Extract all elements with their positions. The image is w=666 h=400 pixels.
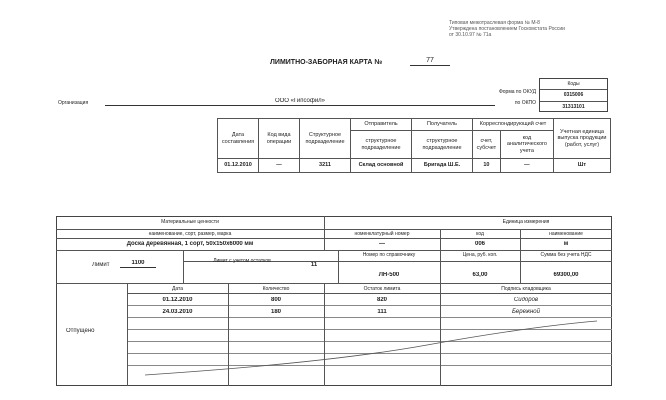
unit-name-value: м (563, 241, 569, 247)
sum-value: 69300,00 (553, 272, 579, 278)
row-date: 01.12.2010 (162, 297, 193, 303)
cell-code: — (500, 159, 553, 173)
th-unit: Учетная единица выпуска продукции (работ, услуг) (554, 119, 611, 159)
cell-op-code: — (259, 159, 300, 173)
th-corr-code: код аналитического учета (500, 131, 553, 159)
th-receiver: Получатель (412, 119, 473, 131)
th-corr-acc: счет, субсчет (473, 131, 501, 159)
cell-account: 10 (473, 159, 501, 173)
cell-sender: Склад основной (351, 159, 412, 173)
col-qty: Количество (262, 286, 290, 292)
okud-value: 0315006 (540, 90, 607, 102)
issued-label: Отпущено (66, 328, 95, 334)
sum-label: Сумма без учета НДС (540, 252, 592, 258)
org-label: Организация (58, 100, 89, 106)
okpo-value: 31313101 (562, 104, 585, 110)
strike-line (127, 315, 612, 381)
row-sign: Сидоров (513, 297, 539, 303)
th-corr: Корреспондирующий счет (473, 119, 554, 131)
document-number: 77 (410, 57, 450, 66)
okpo-label: по ОКПО (514, 100, 536, 106)
form-note (449, 20, 624, 38)
row-sign: Бережной (512, 309, 540, 315)
stock-value: 11 (310, 262, 318, 268)
col-date: Дата (171, 286, 184, 292)
cell-unit: Шт (554, 159, 611, 173)
price-label: Цена, руб. коп. (462, 252, 498, 258)
th-dept: Структурное подразделение (300, 119, 351, 159)
row-rest: 820 (376, 297, 387, 303)
th-date: Дата составления (218, 119, 259, 159)
row-date: 24.03.2010 (162, 309, 193, 315)
material-value: Доска деревянная, 1 сорт, 50х150х6000 мм (126, 241, 254, 247)
table-row (218, 159, 611, 173)
nomenclature-value: — (379, 241, 385, 247)
th-sender: Отправитель (351, 119, 412, 131)
cell-receiver: Бригада Ш.Е. (412, 159, 473, 173)
unit-code-value: 006 (474, 241, 485, 247)
form-note-line: от 30.10.97 № 71а (449, 32, 492, 38)
row-qty: 800 (270, 297, 281, 303)
okud-label: Форма по ОКУД (498, 89, 536, 95)
form-note-line: Утверждена постановлением Госкомстата России (449, 26, 565, 32)
cell-date: 01.12.2010 (218, 159, 259, 173)
col-limit-rest: Остаток лимита (363, 286, 401, 292)
row-rest: 111 (377, 309, 387, 315)
cell-dept: 3211 (300, 159, 351, 173)
th-sender-sub: структурное подразделение (351, 131, 412, 159)
col-sign: Подпись кладовщика (501, 286, 551, 292)
document-title: ЛИМИТНО-ЗАБОРНАЯ КАРТА № (270, 59, 383, 66)
unit-code-label: код (476, 231, 484, 237)
unit-head: Единица измерения (502, 219, 550, 225)
unit-name-label: наименование (549, 231, 583, 237)
top-table (217, 118, 611, 173)
codes-box (539, 78, 608, 112)
row-qty: 180 (270, 309, 281, 315)
price-value: 63,00 (472, 272, 488, 278)
th-op-code: Код вида операции (259, 119, 300, 159)
material-head: Материальные ценности (161, 219, 219, 225)
material-sub: наименование, сорт, размер, марка (148, 231, 232, 237)
codes-title: Коды (540, 79, 607, 90)
org-value: ООО «Гипсофил» (105, 98, 495, 106)
form-note-line: Типовая межотраслевая форма № М-8 (449, 20, 540, 26)
stock-label: Лимит с учетом остатков (213, 258, 271, 264)
ref-value: ЛН-500 (378, 272, 400, 278)
limit-value: 1100 (120, 260, 156, 268)
ref-label: Номер по справочнику (362, 252, 416, 258)
th-receiver-sub: структурное подразделение (412, 131, 473, 159)
limit-label: Лимит (92, 262, 110, 268)
nomenclature-label: номенклатурный номер (354, 231, 410, 237)
